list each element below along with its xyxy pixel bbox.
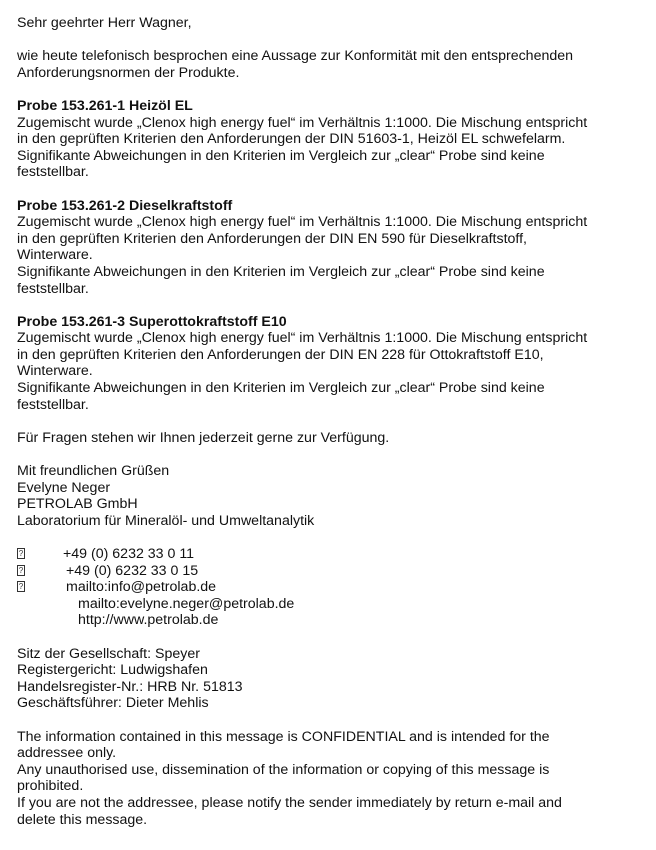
sample-section bbox=[17, 314, 647, 414]
mail-icon: ? bbox=[18, 582, 24, 592]
signature-block bbox=[17, 463, 647, 529]
intro-paragraph: wie heute telefonisch besprochen eine Aussage zur Konformität mit den entsprechenden Anforderungsnormen der Produkte. bbox=[17, 48, 574, 81]
company-seat: Sitz der Gesellschaft: Speyer bbox=[17, 645, 200, 662]
phone-number: +49 (0) 6232 33 0 11 bbox=[63, 546, 195, 562]
sample-body: Zugemischt wurde „Clenox high energy fuel“ im Verhältnis 1:1000. Die Mischung entspricht in den geprüften Kriterien den Anforderungen der DIN EN 228 für Ottokraftstoff E10, Winterware. Signifikante Abweichungen in den Kriterien im Vergleich zur „clear“ Probe sind keine feststellbar. bbox=[17, 330, 588, 413]
sender-name: Evelyne Neger bbox=[17, 479, 111, 496]
closing: Mit freundlichen Grüßen bbox=[17, 463, 170, 480]
sample-title: Probe 153.261-1 Heizöl EL bbox=[17, 97, 193, 114]
sample-title: Probe 153.261-3 Superottokraftstoff E10 bbox=[17, 313, 287, 330]
sample-section bbox=[17, 98, 647, 181]
email-body bbox=[17, 15, 647, 828]
fax-number: +49 (0) 6232 33 0 15 bbox=[66, 562, 199, 579]
email-personal-link[interactable]: mailto:evelyne.neger@petrolab.de bbox=[78, 595, 295, 612]
fax-icon: ? bbox=[18, 565, 24, 575]
sample-title: Probe 153.261-2 Dieselkraftstoff bbox=[17, 197, 233, 214]
sample-body: Zugemischt wurde „Clenox high energy fuel“ im Verhältnis 1:1000. Die Mischung entspricht in den geprüften Kriterien den Anforderungen der DIN EN 590 für Dieselkraftstoff, Winterware. Signifikante Abweichungen in den Kriterien im Vergleich zur „clear“ Probe sind keine feststellbar. bbox=[17, 214, 588, 297]
fax-row bbox=[17, 563, 647, 580]
managing-director: Geschäftsführer: Dieter Mehlis bbox=[17, 695, 209, 712]
sample-body: Zugemischt wurde „Clenox high energy fuel“ im Verhältnis 1:1000. Die Mischung entspricht in den geprüften Kriterien den Anforderungen der DIN 51603-1, Heizöl EL schwefelarm. Signifikante Abweichungen in den Kriterien im Vergleich zur „clear“ Probe sind keine feststellbar. bbox=[17, 114, 588, 181]
email-info-link[interactable]: mailto:info@petrolab.de bbox=[66, 579, 217, 596]
sender-department: Laboratorium für Mineralöl- und Umweltanalytik bbox=[17, 512, 315, 529]
company-info-block bbox=[17, 646, 647, 712]
register-number: Handelsregister-Nr.: HRB Nr. 51813 bbox=[17, 678, 243, 695]
mail-row bbox=[17, 579, 647, 596]
salutation: Sehr geehrter Herr Wagner, bbox=[17, 15, 192, 31]
website-row bbox=[17, 612, 647, 629]
phone-icon: ? bbox=[18, 549, 24, 558]
mail-personal-row bbox=[17, 596, 647, 613]
sender-company: PETROLAB GmbH bbox=[17, 496, 138, 513]
phone-row bbox=[17, 546, 647, 563]
contact-block bbox=[17, 546, 647, 629]
website-link[interactable]: http://www.petrolab.de bbox=[78, 612, 219, 629]
confidentiality-disclaimer: The information contained in this message is CONFIDENTIAL and is intended for the addressee only. Any unauthorised use, dissemination of the information or copying of this message is prohibited. If you are not the addressee, please notify the sender immediately by return e-mail and delete this message. bbox=[17, 728, 562, 828]
sample-section bbox=[17, 198, 647, 298]
questions-line: Für Fragen stehen wir Ihnen jederzeit gerne zur Verfügung. bbox=[17, 429, 390, 446]
register-court: Registergericht: Ludwigshafen bbox=[17, 662, 208, 679]
